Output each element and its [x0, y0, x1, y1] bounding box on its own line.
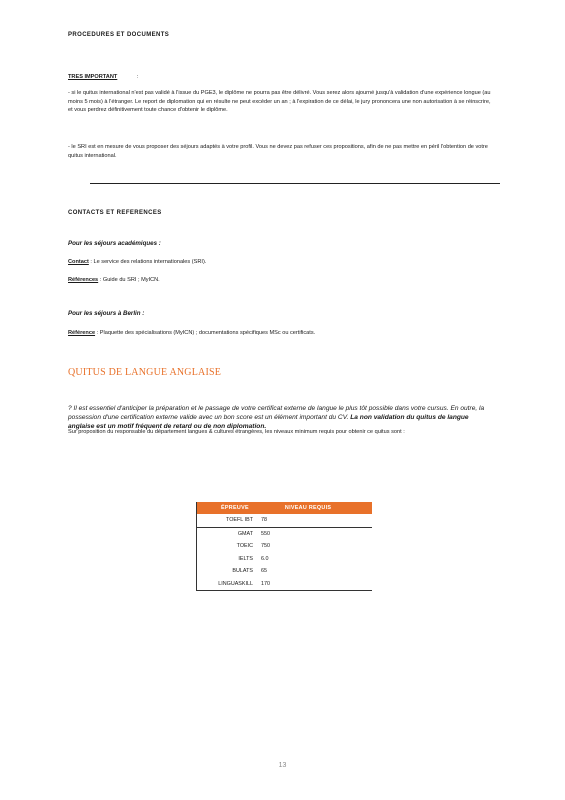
quitus-bullet: ?	[68, 405, 72, 412]
table-cell-level: 750	[261, 543, 270, 550]
table-cell-level: 65	[261, 568, 267, 575]
table-cell-level: 550	[261, 530, 270, 537]
quitus-warning: La non validation du quitus de langue anglaise est un motif fréquent de retard ou de non diplomation.	[68, 414, 469, 430]
table-cell-test: IELTS	[238, 555, 253, 562]
contact-line	[68, 258, 493, 267]
references-text: : Guide du SRI ; MyICN.	[99, 277, 160, 283]
contact-label: Contact	[68, 259, 89, 265]
table-col-epreuve: ÉPREUVE	[221, 505, 249, 511]
section-heading-contacts: CONTACTS ET REFERENCES	[68, 210, 162, 216]
page-number: 13	[278, 762, 287, 769]
table-cell-test: TOEFL IBT	[226, 517, 253, 524]
table-row	[197, 528, 372, 541]
reference-line	[68, 329, 493, 338]
table-row	[197, 540, 372, 553]
important-heading: TRES IMPORTANT	[68, 74, 118, 80]
references-label: Références	[68, 277, 99, 283]
quitus-intro: Il est essentiel d'anticiper la préparation et le passage de votre certificat externe de langue le plus tôt possible dans votre cursus. En outre, la possession d'une certification externe valide avec un bon score est un élément important du CV.	[68, 405, 485, 421]
table-cell-level: 78	[261, 517, 267, 524]
table-row	[197, 565, 372, 578]
important-paragraph-2: - le SRI est en mesure de vous proposer des séjours adaptés à votre profil. Vous ne devez pas refuser ces propositions, afin de ne pas mettre en péril l'obtention de votre quitus international.	[68, 144, 488, 159]
table-cell-test: TOEIC	[236, 543, 253, 550]
language-requirements-table	[196, 502, 372, 591]
reference-text: : Plaquette des spécialisations (MyICN) ; documentations spécifiques MSc ou certificats.	[96, 330, 316, 336]
quitus-paragraph	[68, 404, 496, 431]
table-row	[197, 578, 372, 591]
contact-text: : Le service des relations internationales (SRI).	[90, 259, 207, 265]
important-colon: :	[136, 74, 139, 80]
section-divider	[90, 183, 500, 184]
table-cell-level: 170	[261, 580, 270, 587]
table-header	[197, 502, 372, 514]
important-paragraph-1: - si le quitus international n'est pas validé à l'issue du PGE3, le diplôme ne pourra pas être délivré. Vous serez alors ajourné jusqu'à validation d'une expérience longue (au moins 5 mois) à l'étranger. Le report de diplomation qui en résulte ne peut excéder un an ; à l'expiration de ce délai, le jury prononcera une non autorisation à se réinscrire, et vous perdrez définitivement toute chance d'obtenir le diplôme.	[68, 90, 491, 114]
references-line	[68, 276, 493, 285]
table-row	[197, 553, 372, 566]
section-heading-procedures: PROCEDURES ET DOCUMENTS	[68, 32, 170, 38]
table-row	[197, 514, 372, 528]
table-cell-test: BULATS	[232, 568, 253, 575]
table-cell-test: GMAT	[237, 530, 253, 537]
reference-label: Référence	[68, 330, 96, 336]
academic-heading: Pour les séjours académiques :	[68, 240, 161, 247]
important-heading-line	[68, 73, 493, 82]
table-cell-level: 6.0	[261, 555, 269, 562]
berlin-heading: Pour les séjours à Berlin :	[68, 310, 145, 317]
quitus-title: QUITUS DE LANGUE ANGLAISE	[68, 367, 222, 378]
quitus-proposal: Sur proposition du responsable du département langues & cultures étrangères, les niveaux minimum requis pour obtenir ce quitus sont :	[68, 429, 405, 435]
table-cell-test: LINGUASKILL	[218, 580, 253, 587]
table-col-niveau: NIVEAU REQUIS	[284, 505, 332, 511]
